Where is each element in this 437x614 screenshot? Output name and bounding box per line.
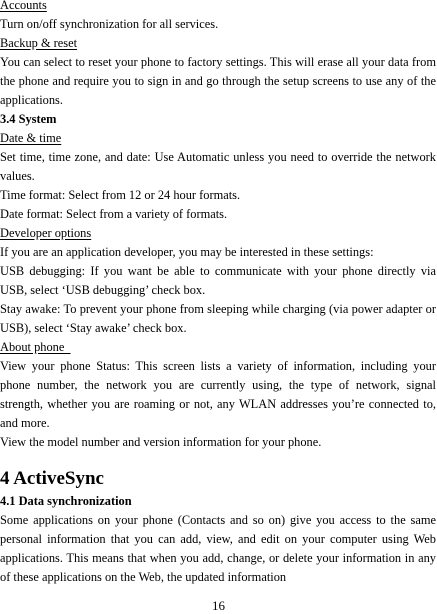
backup-reset-heading: Backup & reset xyxy=(0,36,78,50)
developer-intro-text: If you are an application developer, you may be interested in these settings: xyxy=(0,245,374,259)
stay-awake-text: Stay awake: To prevent your phone from sleeping while charging (via power adapter or USB), select ‘Stay awake’ check box. xyxy=(0,302,436,335)
data-sync-section-heading: 4.1 Data synchronization xyxy=(0,494,132,508)
usb-debugging-text: USB debugging: If you want be able to communicate with your phone directly via USB, select ‘USB debugging’ check box. xyxy=(0,264,436,297)
accounts-text: Turn on/off synchronization for all services. xyxy=(0,17,219,31)
page-number: 16 xyxy=(212,598,225,613)
accounts-heading: Accounts xyxy=(0,0,47,12)
date-time-text: Set time, time zone, and date: Use Automatic unless you need to override the network values. xyxy=(0,150,436,183)
status-text: View your phone Status: This screen lists a variety of information, including your phone number, the network you are currently using, the type of network, signal strength, whether you are roaming or not, any WLAN addresses you’re connected to, and more. xyxy=(0,359,436,430)
system-section-heading: 3.4 System xyxy=(0,112,57,126)
activesync-chapter-heading: 4 ActiveSync xyxy=(0,468,104,489)
data-sync-text: Some applications on your phone (Contacts and so on) give you access to the same personal information that you can add, view, and edit on your computer using Web applications. This means that when you add, change, or delete your information in any of these applications on the Web, the updated information xyxy=(0,513,436,584)
time-format-text: Time format: Select from 12 or 24 hour formats. xyxy=(0,188,241,202)
backup-reset-text: You can select to reset your phone to factory settings. This will erase all your data from the phone and require you to sign in and go through the setup screens to use any of the applications. xyxy=(0,55,436,107)
about-phone-heading: About phone xyxy=(0,340,71,354)
date-time-heading: Date & time xyxy=(0,131,62,145)
model-number-text: View the model number and version information for your phone. xyxy=(0,435,322,449)
developer-options-heading: Developer options xyxy=(0,226,92,240)
date-format-text: Date format: Select from a variety of formats. xyxy=(0,207,228,221)
